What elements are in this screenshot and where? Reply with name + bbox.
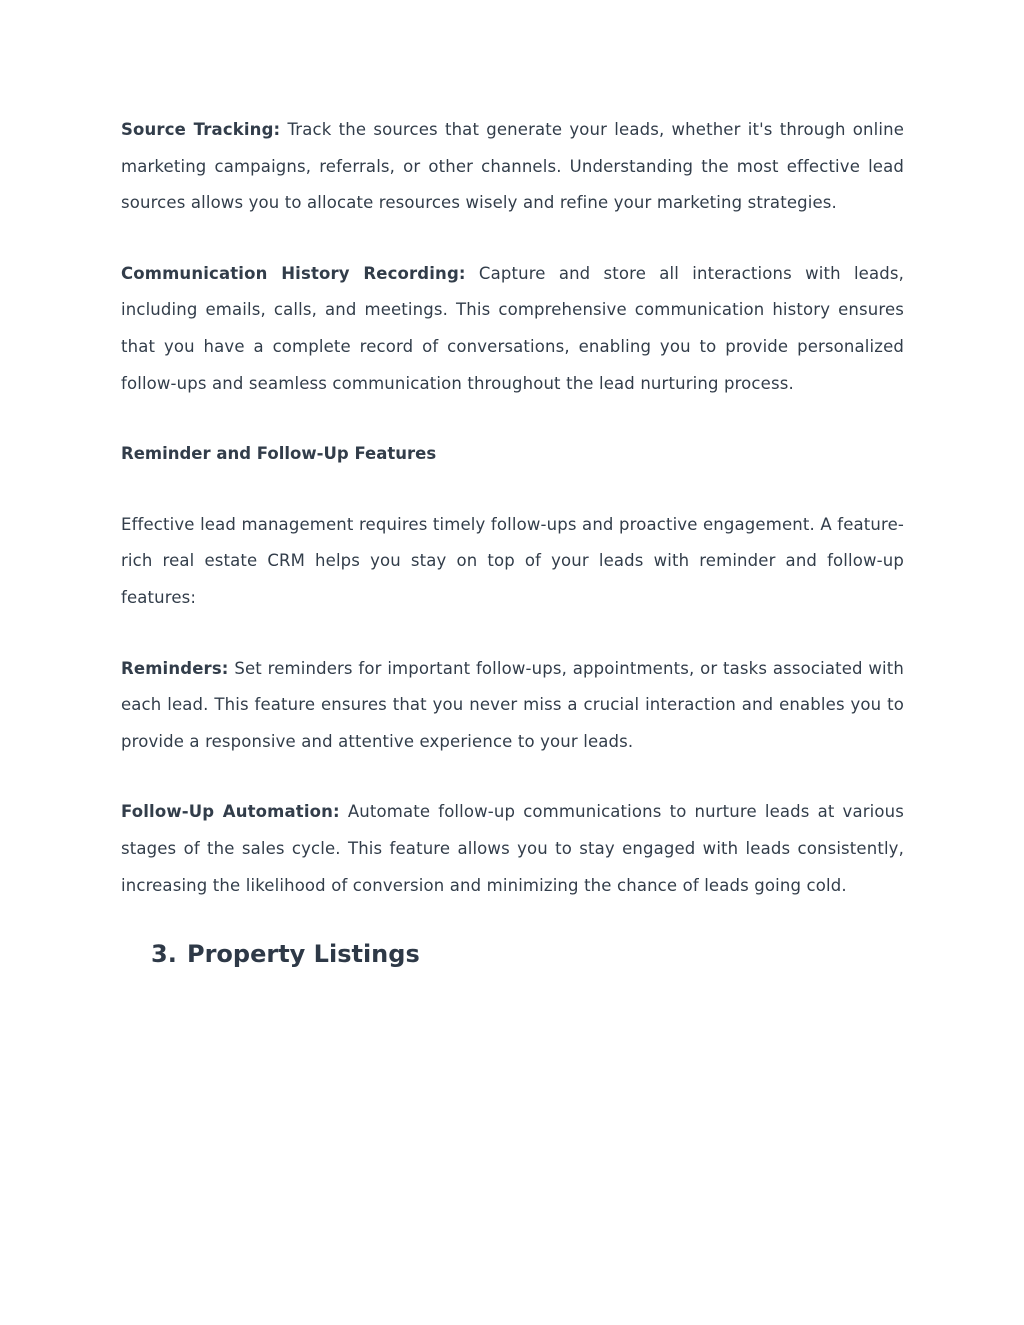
document-page [121, 112, 904, 970]
reminders-paragraph [121, 651, 904, 761]
paragraph-label: Follow-Up Automation: [121, 802, 340, 822]
paragraph-text: Capture and store all interactions with leads, including emails, calls, and meetings. This comprehensive communication history ensures that you have a complete record of conversations, enabling you to provide personalized follow-ups and seamless communication throughout the lead nurturing process. [121, 263, 905, 393]
paragraph-text: Track the sources that generate your leads, whether it's through online marketing campaigns, referrals, or other channels. Understanding the most effective lead sources allows you to allocate resources wisely and refine your marketing strategies. [121, 120, 905, 213]
paragraph-text: Automate follow-up communications to nurture leads at various stages of the sales cycle. This feature allows you to stay engaged with leads consistently, increasing the likelihood of conversion and minimizing the chance of leads going cold. [121, 802, 904, 895]
paragraph-label: Source Tracking: [121, 120, 281, 139]
section-title: Property Listings [187, 940, 420, 969]
subheading: Reminder and Follow-Up Features [121, 444, 437, 464]
follow-up-automation-paragraph [121, 794, 904, 904]
paragraph-label: Communication History Recording: [121, 263, 466, 283]
section-heading [151, 938, 904, 970]
intro-paragraph: Effective lead management requires timely follow-ups and proactive engagement. A feature-rich real estate CRM helps you stay on top of your leads with reminder and follow-up features: [121, 514, 904, 607]
section-number: 3. [151, 940, 177, 969]
paragraph-label: Reminders: [121, 658, 229, 678]
paragraph-text: Set reminders for important follow-ups, appointments, or tasks associated with each lead. This feature ensures that you never miss a crucial interaction and enables you to provide a responsive and attentive experience to your leads. [121, 658, 904, 751]
source-tracking-paragraph [121, 112, 904, 222]
communication-history-paragraph [121, 256, 904, 402]
